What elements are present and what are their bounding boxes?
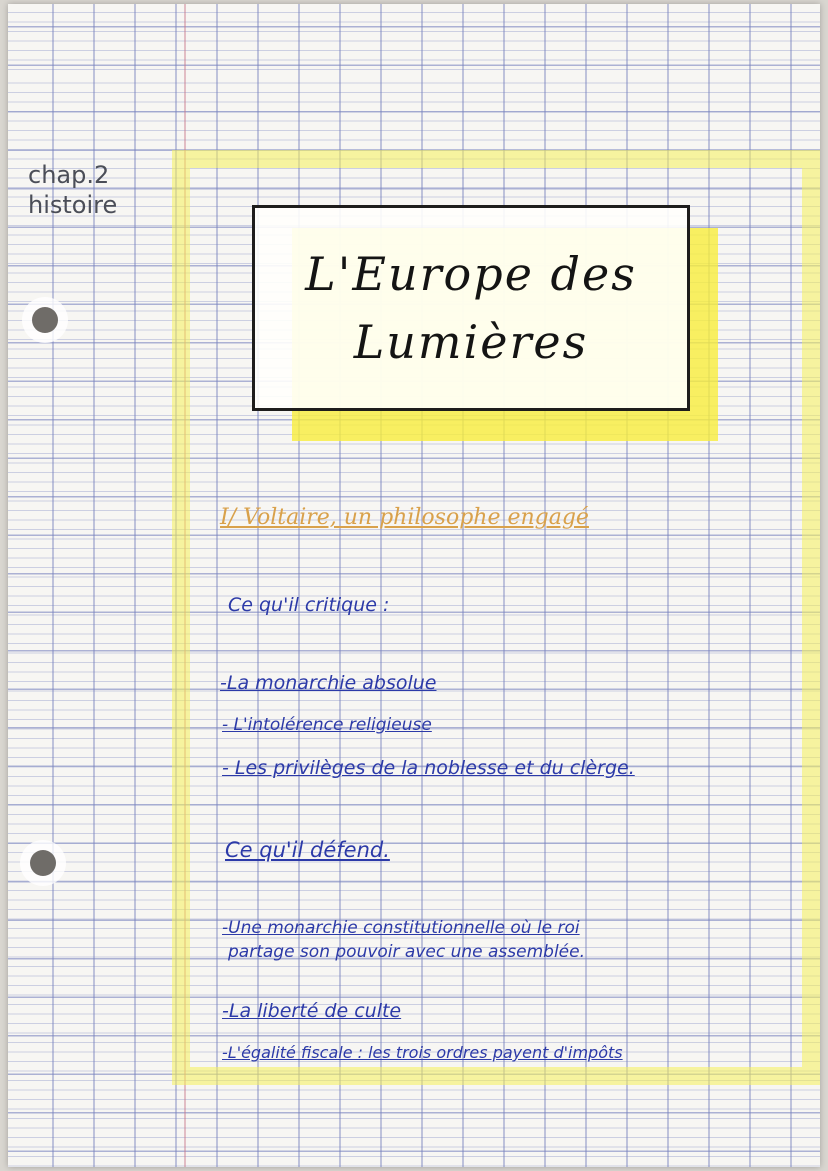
chapter-label: chap.2	[28, 161, 110, 189]
critique-item: -La monarchie absolue	[220, 672, 437, 694]
subject-label: histoire	[28, 191, 118, 219]
title-box	[252, 205, 690, 411]
title-line-2: Lumières	[353, 315, 589, 369]
defend-item: -L'égalité fiscale : les trois ordres payent d'impôts	[222, 1043, 623, 1062]
critique-item: - L'intolérence religieuse	[222, 715, 432, 735]
punch-hole	[30, 850, 56, 876]
defend-item: -La liberté de culte	[222, 1000, 402, 1022]
title-line-1: L'Europe des	[305, 247, 637, 301]
punch-hole	[32, 307, 58, 333]
defend-item-continued: partage son pouvoir avec une assemblée.	[228, 942, 585, 962]
critique-item: - Les privilèges de la noblesse et du clèrge.	[222, 757, 635, 779]
critique-heading: Ce qu'il critique :	[228, 594, 390, 616]
margin-note	[28, 160, 117, 220]
defend-heading: Ce qu'il défend.	[225, 838, 390, 862]
section-heading: I/ Voltaire, un philosophe engagé	[220, 505, 589, 530]
defend-item: -Une monarchie constitutionnelle où le roi	[222, 918, 580, 938]
